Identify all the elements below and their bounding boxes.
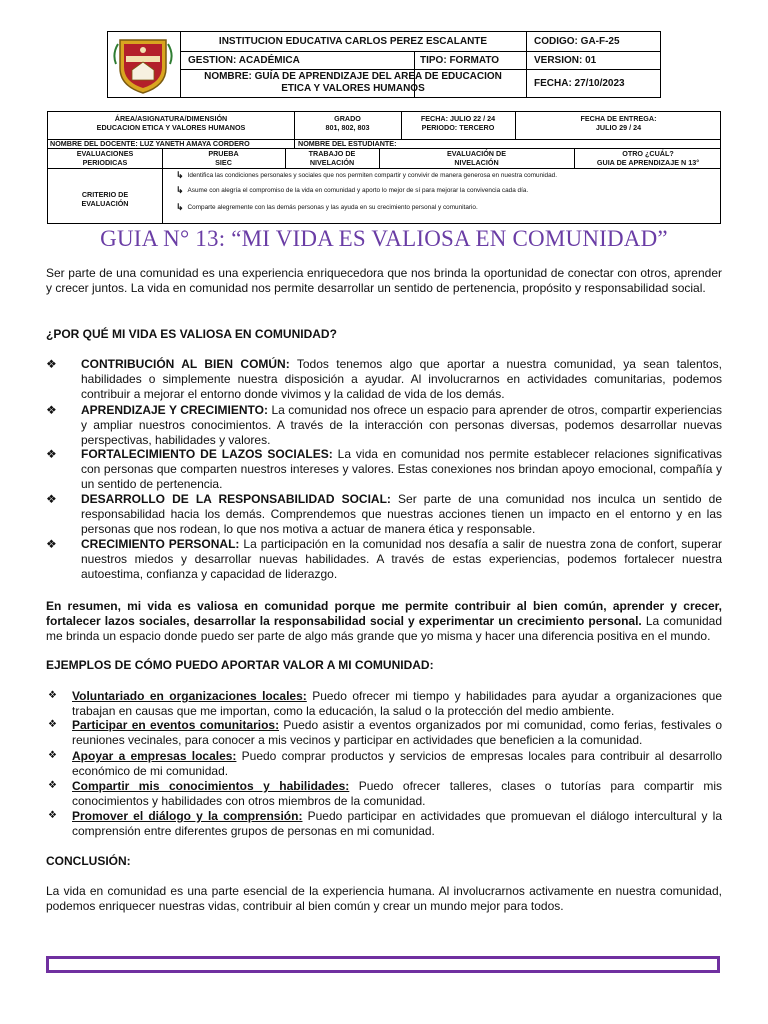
delivery-value: JULIO 29 / 24 (595, 123, 642, 132)
leveling-evaluation-line1: EVALUACIÓN DE (447, 149, 506, 158)
siec-test (162, 149, 285, 167)
other-guide (574, 149, 722, 167)
leveling-evaluation (379, 149, 574, 167)
institution-name: INSTITUCION EDUCATIVA CARLOS PEREZ ESCALANTE (218, 36, 488, 47)
document-code: CODIGO: GA-F-25 (534, 36, 620, 47)
reason-item (46, 492, 722, 536)
summary-bold-text: En resumen, mi vida es valiosa en comunidad porque me permite contribuir al bien común, aprender y crecer, fortalecer lazos sociales, desarrollar la responsabilidad social y experimentar un crecimiento personal. (46, 599, 722, 628)
leveling-evaluation-line2: NIVELACIÓN (454, 158, 499, 167)
criterion-item (176, 202, 478, 213)
diamond-bullet-icon: ❖ (48, 750, 57, 761)
grade-value: 801, 802, 803 (325, 123, 370, 132)
diamond-bullet-icon: ❖ (46, 447, 57, 461)
siec-test-line1: PRUEBA (208, 149, 239, 158)
example-text: Puedo ofrecer talleres, clases o tutorías para compartir mis conocimientos y habilidades con otros miembros de la comunidad. (72, 779, 722, 808)
reason-text: La participación en la comunidad nos desafía a salir de nuestra zona de confort, superar nuestros miedos y desarrollar nuevas habilidades. A través de estas experiencias, podemos fortalecer nuestra autoestima, confianza y capacidad de liderazgo. (81, 537, 722, 581)
diamond-bullet-icon: ❖ (46, 403, 57, 417)
curved-arrow-icon: ↳ (176, 202, 184, 212)
curved-arrow-icon: ↳ (176, 170, 184, 180)
reason-text: La comunidad nos ofrece un espacio para aprender de otros, compartir experiencias y ampliar nuestros conocimientos. A través de la interacción con personas diversas, podemos desarrollar nuevas perspectivas, habilidades y valores. (81, 403, 723, 447)
reason-term: FORTALECIMIENTO DE LAZOS SOCIALES: (81, 447, 333, 461)
period-value: PERIODO: TERCERO (421, 123, 495, 132)
criterion-item (176, 170, 557, 181)
diamond-bullet-icon: ❖ (46, 357, 57, 371)
delivery-cell (515, 114, 722, 132)
diamond-bullet-icon: ❖ (46, 492, 57, 506)
example-text: Puedo comprar productos y servicios de empresas locales para contribuir al desarrollo económico de mi comunidad. (72, 749, 722, 778)
area-cell (48, 114, 294, 132)
example-term: Promover el diálogo y la comprensión: (72, 809, 303, 823)
document-name (180, 69, 526, 97)
reason-item (46, 357, 722, 401)
reason-item (46, 447, 722, 491)
document-name-line2: ETICA Y VALORES HUMANOS (281, 83, 425, 94)
footer-purple-bar (46, 956, 720, 973)
evaluation-criteria-line1: CRITERIO DE (81, 190, 129, 199)
other-guide-line1: OTRO ¿CUÁL? (622, 149, 674, 158)
example-item (46, 809, 722, 839)
why-heading: ¿POR QUÉ MI VIDA ES VALIOSA EN COMUNIDAD? (46, 327, 337, 341)
summary-paragraph (46, 599, 722, 643)
leveling-work (285, 149, 379, 167)
other-guide-line2: GUIA DE APRENDIZAJE N 13° (596, 158, 700, 167)
periodic-evaluations-line2: PERIODICAS (82, 158, 128, 167)
diamond-bullet-icon: ❖ (48, 810, 57, 821)
reason-item (46, 403, 722, 447)
conclusion-paragraph: La vida en comunidad es una parte esencial de la experiencia humana. Al involucrarnos activamente en nuestra comunidad, podemos enriquecer nuestras vidas, contribuir al bien común y crear un mundo mejor para todos. (46, 884, 722, 913)
student-name-label: NOMBRE DEL ESTUDIANTE: (298, 139, 397, 148)
reason-text: La vida en comunidad nos permite establecer relaciones significativas con personas que comparten nuestros intereses y valores. Estas conexiones nos brindan apoyo emocional, compañía y un sentido de pertenencia. (81, 447, 722, 491)
curved-arrow-icon: ↳ (176, 185, 184, 195)
info-table (47, 111, 721, 224)
siec-test-line2: SIEC (215, 158, 232, 167)
reason-text: Todos tenemos algo que aportar a nuestra comunidad, ya sean talentos, habilidades o simplemente nuestra disposición a ayudar. Al involucrarnos en actividades comunitarias, podemos contribuir a mejorar el entorno donde vivimos y la calidad de vida de los demás. (81, 357, 722, 401)
leveling-work-line2: NIVELACIÓN (309, 158, 355, 167)
reason-item (46, 537, 722, 581)
criterion-text: Identifica las condiciones personales y sociales que nos permiten compartir y convivir de manera generosa en nuestra comunidad. (187, 172, 557, 179)
criterion-item (176, 185, 528, 196)
teacher-name: NOMBRE DEL DOCENTE: LUZ YANETH AMAYA CORDERO (50, 139, 250, 148)
reason-term: CONTRIBUCIÓN AL BIEN COMÚN: (81, 357, 290, 371)
intro-paragraph: Ser parte de una comunidad es una experiencia enriquecedora que nos brinda la oportunidad de conectar con otros, aprender y crecer juntos. La vida en comunidad nos permite desarrollar un sentido de pertenencia, propósito y responsabilidad social. (46, 266, 722, 295)
delivery-label: FECHA DE ENTREGA: (580, 114, 657, 123)
diamond-bullet-icon: ❖ (48, 690, 57, 701)
management-area: GESTION: ACADÉMICA (188, 54, 300, 66)
example-term: Apoyar a empresas locales: (72, 749, 237, 763)
example-item (46, 689, 722, 719)
document-date: FECHA: 27/10/2023 (534, 77, 625, 89)
example-text: Puedo asistir a eventos organizados por mi comunidad, como ferias, festivales o reuniones vecinales, para conocer a mis vecinos y participar en actividades que beneficien a la comunidad. (72, 718, 723, 747)
reason-term: APRENDIZAJE Y CRECIMIENTO: (81, 403, 268, 417)
leveling-work-line1: TRABAJO DE (308, 149, 356, 158)
examples-heading: EJEMPLOS DE CÓMO PUEDO APORTAR VALOR A MI COMUNIDAD: (46, 658, 434, 672)
reason-text: Ser parte de una comunidad nos inculca un sentido de responsabilidad hacia los demás. Comprendemos que nuestras acciones tienen un impacto en el entorno y en las personas que nos rodean, lo que nos motiva a actuar de manera ética y responsable. (81, 492, 722, 536)
evaluation-criteria-line2: EVALUACIÓN (81, 199, 129, 208)
example-item (46, 749, 722, 779)
diamond-bullet-icon: ❖ (48, 719, 57, 730)
example-item (46, 779, 722, 809)
document-type: TIPO: FORMATO (420, 54, 500, 66)
conclusion-heading: CONCLUSIÓN: (46, 854, 131, 868)
area-value: EDUCACION ETICA Y VALORES HUMANOS (96, 123, 246, 132)
reason-term: CRECIMIENTO PERSONAL: (81, 537, 240, 551)
summary-text: La comunidad me brinda un espacio donde puedo ser parte de algo más grande que yo misma y hacer una diferencia positiva en el mundo. (46, 613, 722, 643)
example-term: Participar en eventos comunitarios: (72, 718, 280, 732)
example-term: Voluntariado en organizaciones locales: (72, 689, 307, 703)
reason-term: DESARROLLO DE LA RESPONSABILIDAD SOCIAL: (81, 492, 391, 506)
date-period-cell (401, 114, 515, 132)
criterion-text: Asume con alegría el compromiso de la vida en comunidad y aporto lo mejor de sí para mejorar la convivencia cada día. (187, 187, 529, 194)
diamond-bullet-icon: ❖ (48, 780, 57, 791)
example-text: Puedo participar en actividades que promuevan el diálogo intercultural y la comprensión entre diferentes grupos de personas en mi comunidad. (72, 809, 723, 838)
guide-title: GUIA N° 13: “MI VIDA ES VALIOSA EN COMUNIDAD” (100, 226, 668, 251)
document-version: VERSION: 01 (534, 54, 597, 66)
example-term: Compartir mis conocimientos y habilidades: (72, 779, 350, 793)
periodic-evaluations-line1: EVALUACIONES (76, 149, 134, 158)
area-label: ÁREA/ASIGNATURA/DIMENSIÓN (114, 114, 228, 123)
periodic-evaluations (48, 149, 162, 167)
school-crest-logo (112, 34, 174, 96)
example-item (46, 718, 722, 748)
criterion-text: Comparte alegremente con las demás personas y las ayuda en su crecimiento personal y comunitario. (187, 204, 478, 211)
grade-cell (294, 114, 401, 132)
evaluation-criteria-label (48, 190, 162, 208)
diamond-bullet-icon: ❖ (46, 537, 57, 551)
document-name-line1: NOMBRE: GUÍA DE APRENDIZAJE DEL AREA DE EDUCACION (204, 71, 502, 82)
date-value: FECHA: JULIO 22 / 24 (420, 114, 496, 123)
example-text: Puedo ofrecer mi tiempo y habilidades para ayudar a organizaciones que trabajan en causas que me importan, como la educación, la salud o la protección del medio ambiente. (72, 689, 723, 718)
header-table (107, 31, 661, 98)
grade-label: GRADO (334, 114, 361, 123)
